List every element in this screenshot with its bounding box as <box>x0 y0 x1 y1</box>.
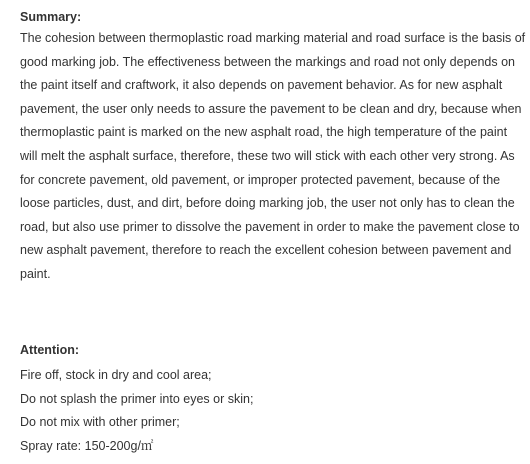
summary-line: paint. <box>20 266 51 281</box>
attention-item: Fire off, stock in dry and cool area; <box>20 368 212 382</box>
summary-line: loose particles, dust, and dirt, before doing marking job, the user not only has to clean the <box>20 196 515 211</box>
summary-line: The cohesion between thermoplastic road marking material and road surface is the basis of <box>20 31 526 45</box>
attention-item: Do not mix with other primer; <box>20 415 180 429</box>
summary-line: road, but also use primer to dissolve the pavement in order to make the pavement close to <box>20 219 520 234</box>
attention-item: Spray rate: 150-200g/㎡ <box>20 438 154 453</box>
attention-item: Do not splash the primer into eyes or skin; <box>20 391 254 406</box>
summary-line: good marking job. The effectiveness between the markings and road not only depends on <box>20 54 516 69</box>
summary-line: will melt the asphalt surface, therefore, these two will stick with each other very strong. As <box>20 148 515 163</box>
summary-line: pavement, the user only needs to assure the pavement to be clean and dry, because when <box>20 101 522 116</box>
summary-line: new asphalt pavement, therefore to reach the excellent cohesion between pavement and <box>20 243 512 258</box>
attention-list <box>20 364 253 458</box>
summary-line: for concrete pavement, old pavement, or improper protected pavement, because of the <box>20 172 501 187</box>
attention-heading: Attention: <box>20 343 80 357</box>
summary-line: thermoplastic paint is marked on the new asphalt road, the high temperature of the paint <box>20 125 508 140</box>
summary-heading: Summary: <box>20 10 82 24</box>
summary-paragraph <box>20 27 524 287</box>
summary-line: the paint itself and craftwork, it also depends on pavement behavior. As for new asphalt <box>20 78 503 93</box>
